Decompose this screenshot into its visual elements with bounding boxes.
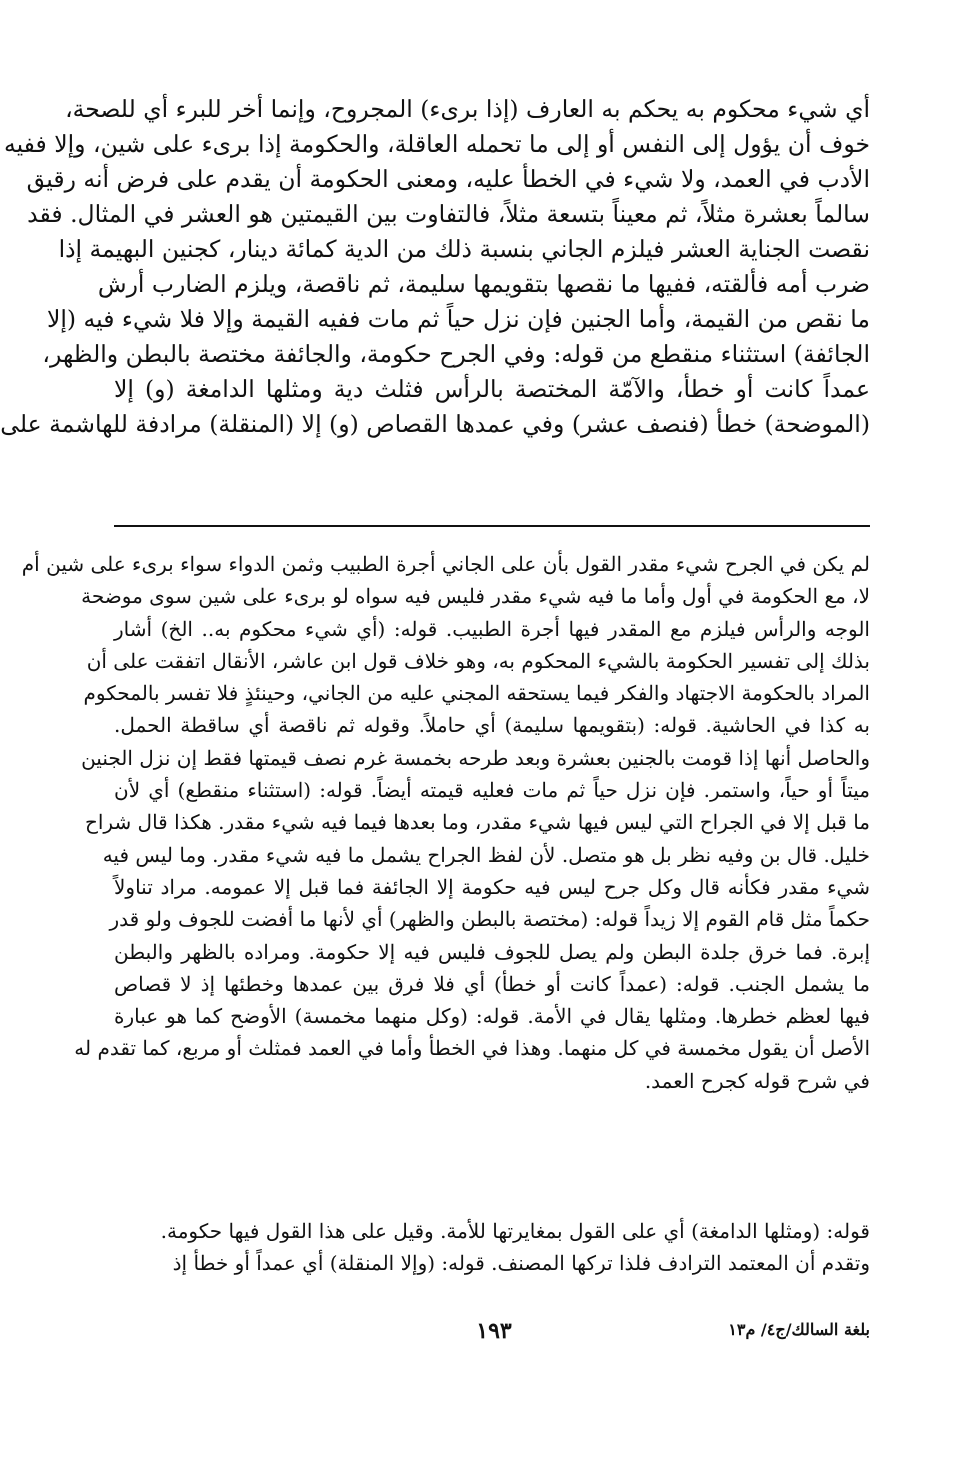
footnote-line: الأصل أن يقول مخمسة في كل منهما. وهذا في الخطأ وأما في العمد فمثلث أو مربع، كما تقدم له (74, 1036, 870, 1061)
footnote-line: في شرح قوله كجرح العمد. (644, 1068, 870, 1093)
footnote-line: فيها لعظم خطرها. ومثلها يقال في الأمة. قوله: (وكل منهما مخمسة) الأوضح كما هو عبارة (114, 1004, 870, 1029)
page-footer (114, 1320, 870, 1350)
main-text-line: سالماً بعشرة مثلاً، ثم معيناً بتسعة مثلاً، فالتفاوت بين القيمتين هو العشر في المثال. فقد (27, 200, 870, 228)
footnote-line: حكماً مثل قام القوم إلا زيداً قوله: (مختصة بالبطن والظهر) أي لأنها ما أفضت للجوف ولو قدر (109, 907, 870, 932)
main-text-line: (الموضحة) خطأ (فنصف عشر) وفي عمدها القصاص (و) إلا (المنقلة) مرادفة للهاشمة على (0, 410, 870, 438)
footnote-line: ما يشمل الجنب. قوله: (عمداً كانت أو خطأ) أي فلا فرق بين عمدها وخطئها إذ لا قصاص (114, 971, 870, 996)
book-series-label: بلغة السالك/ج٤/ م١٣ (728, 1320, 870, 1339)
page-number: ١٩٣ (476, 1318, 512, 1344)
footnote-line: شيء مقدر فكأنه قال وكل جرح ليس فيه حكومة إلا الجائفة فما قبل إلا عمومه. مراد تناولاً (114, 874, 870, 899)
footnotes-block (21, 548, 871, 1097)
main-text-line: خوف أن يؤول إلى النفس أو إلى ما تحمله العاقلة، والحكومة إذا برىء على شين، وإلا ففيه (3, 130, 870, 158)
footnotes-block-2 (114, 1215, 870, 1280)
footnote-line: المراد بالحكومة الاجتهاد والفكر فيما يستحقه المجني عليه من الجاني، وحينئذٍ فلا تفسر بالمحكوم (83, 681, 870, 706)
footnote-line: والحاصل أنها إذا قومت بالجنين بعشرة وبعد طرحه بخمسة غرم نصف قيمتها فقط إن نزل الجنين (81, 745, 870, 770)
footnote-line: إبرة. فما خرق جلدة البطن ولم يصل للجوف فليس فيه إلا حكومة. ومراده بالظهر والبطن (114, 939, 870, 964)
footnote-line: لم يكن في الجرح شيء مقدر القول بأن على الجاني أجرة الطبيب وثمن الدواء سواء برىء على شين أم (21, 552, 870, 576)
footnote-line: الوجه والرأس فيلزم مع المقدر فيها أجرة الطبيب. قوله: (أي شيء محكوم به.. الخ) أشار (114, 616, 870, 641)
main-text-line: الأدب في العمد، ولا شيء في الخطأ عليه، ومعنى الحكومة أن يقدم على فرض أنه رقيق (26, 165, 870, 193)
main-text-line: ضرب أمه فألقته، ففيها ما نقصها بتقويمها سليمة، ثم ناقصة، ويلزم الضارب أرش (97, 270, 870, 298)
footnote-separator (114, 525, 870, 527)
main-text-line: ما نقص من القيمة، وأما الجنين فإن نزل حياً ثم مات ففيه القيمة وإلا فلا شيء فيه (إلا (46, 305, 870, 333)
footnote-line: بذلك إلى تفسير الحكومة بالشيء المحكوم به، وهو خلاف قول ابن عاشر، الأنقال اتفقت على أن (86, 648, 870, 673)
footnote-line: ما قبل إلا في الجراح التي ليس فيها شيء مقدر، وما بعدها فيما فيه شيء مقدر. هكذا قال شراح (84, 810, 870, 835)
main-text-line: عمداً كانت أو خطأ، والآمّة المختصة بالرأس فثلث دية ومثلها الدامغة (و) إلا (114, 375, 870, 403)
main-text-block (0, 92, 870, 442)
footnote-line: حكومة. وتقدم أن المعتمد الترادف فلذا تركها المصنف. قوله: (وإلا المنقلة) أي عمداً أو خطأ إذ (160, 1219, 870, 1276)
footnote-line: قوله: (ومثلها الدامغة) أي على القول بمغايرتها للأمة. وقيل على هذا القول فيها (228, 1219, 870, 1243)
footnote-line: ميتاً أو حياً، واستمر. فإن نزل حياً ثم مات فعليه قيمته أيضاً. قوله: (استثناء منقطع) أي لأن (114, 778, 870, 803)
footnote-line: خليل. قال بن وفيه نظر بل هو متصل. لأن لفظ الجراح يشمل ما فيه شيء مقدر. وما ليس فيه (102, 842, 870, 867)
main-text-line: نقصت الجناية العشر فيلزم الجاني بنسبة ذلك من الدية كمائة دينار، كجنين البهيمة إذا (58, 235, 870, 263)
main-text-line: أي شيء محكوم به يحكم به العارف (إذا برىء) المجروح، وإنما أخر للبرء أي للصحة، (65, 95, 870, 123)
main-text-line: الجائفة) استثناء منقطع من قوله: وفي الجرح حكومة، والجائفة مختصة بالبطن والظهر، (42, 340, 870, 368)
footnote-line: به كذا في الحاشية. قوله: (بتقويمها سليمة) أي حاملاً. وقوله ثم ناقصة أي ساقطة الحمل. (114, 713, 871, 738)
footnote-line: لا، مع الحكومة في أول وأما ما فيه شيء مقدر فليس فيه سواه لو برىء على شين سوى موضحة (81, 584, 870, 609)
